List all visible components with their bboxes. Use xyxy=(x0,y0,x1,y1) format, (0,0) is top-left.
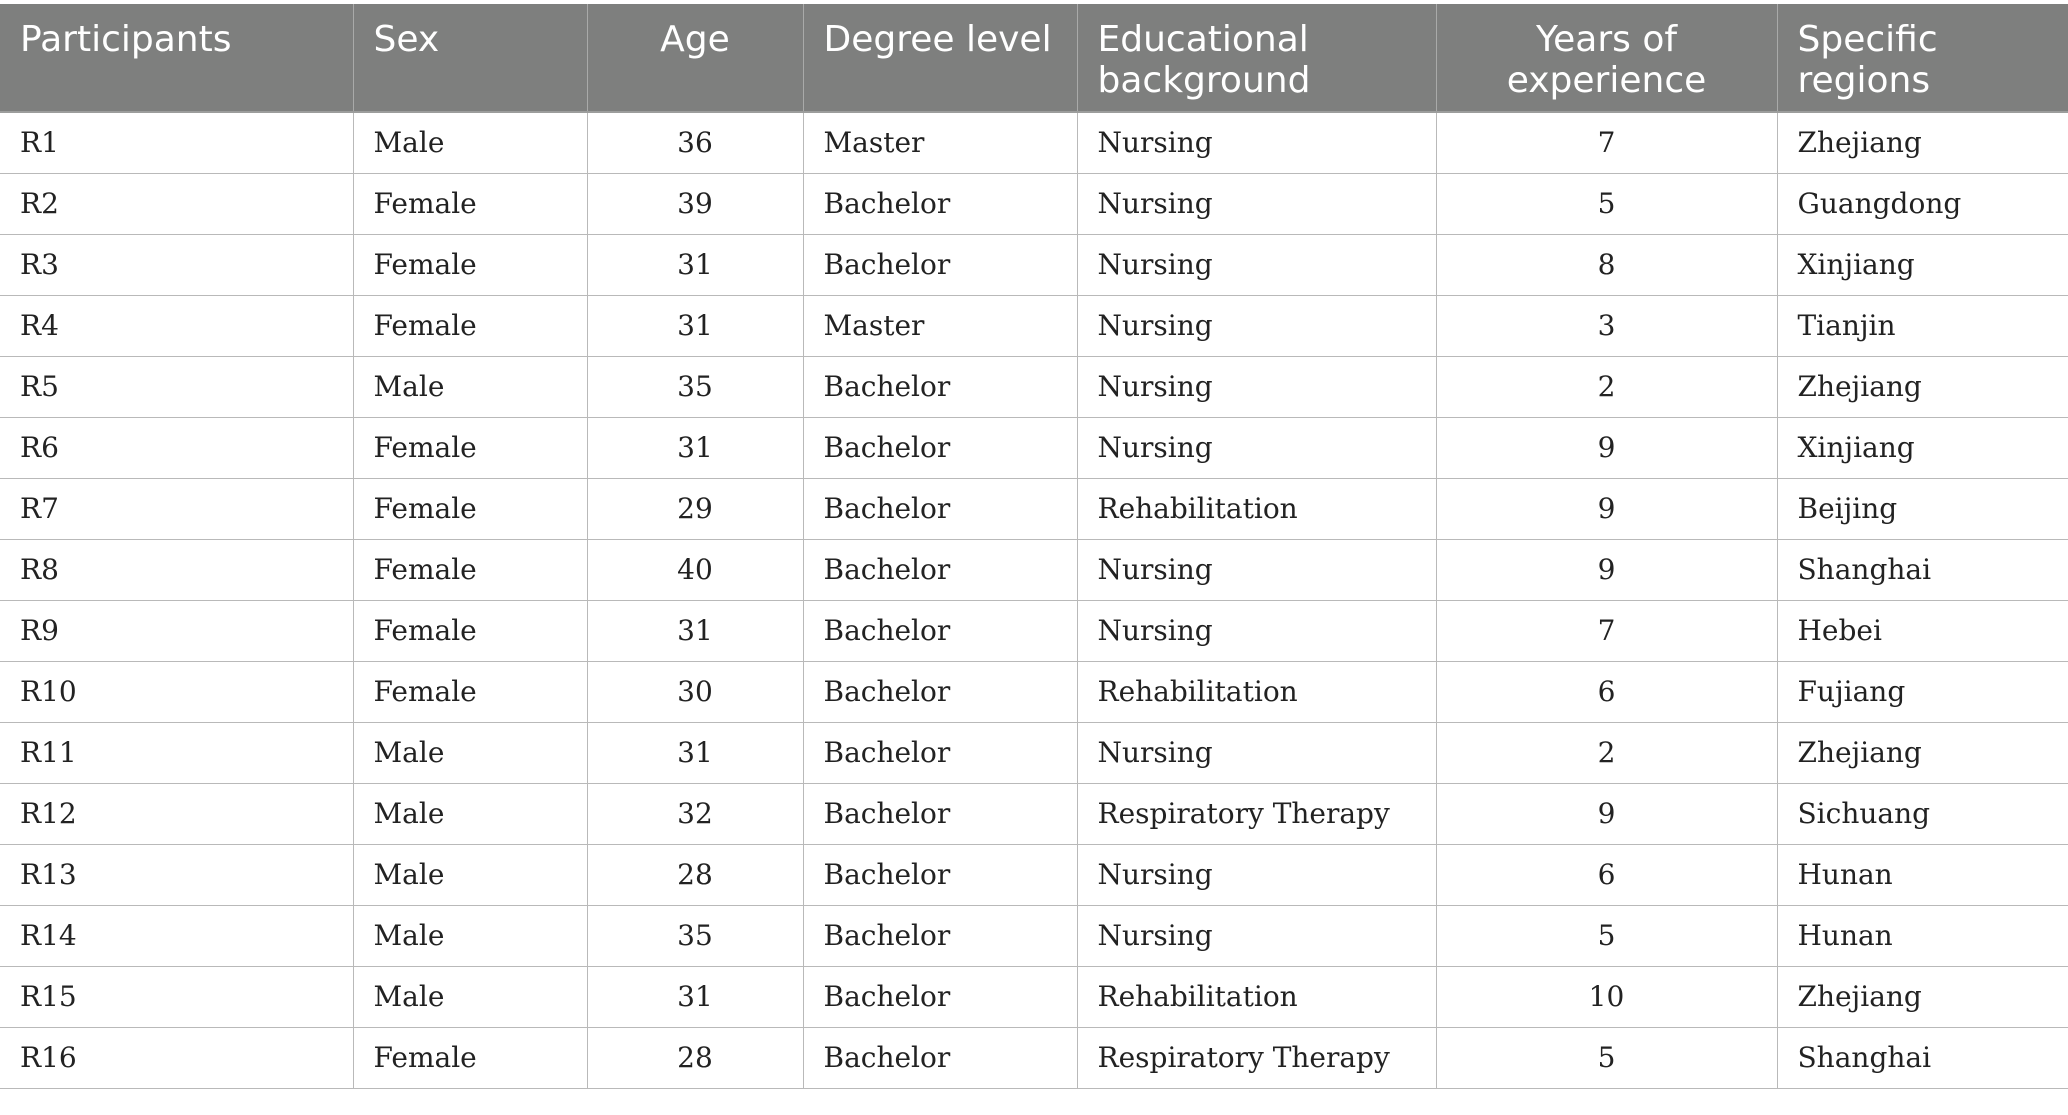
table-cell: Female xyxy=(353,478,587,539)
table-cell: Male xyxy=(353,112,587,173)
table-cell: Nursing xyxy=(1077,905,1436,966)
table-cell: 35 xyxy=(587,905,803,966)
table-cell: Female xyxy=(353,234,587,295)
table-cell: Nursing xyxy=(1077,417,1436,478)
table-cell: Nursing xyxy=(1077,539,1436,600)
table-cell: Sichuang xyxy=(1777,783,2068,844)
column-header-educational-background: Educational background xyxy=(1077,4,1436,112)
table-cell: Master xyxy=(803,112,1077,173)
table-cell: 32 xyxy=(587,783,803,844)
table-cell: Bachelor xyxy=(803,478,1077,539)
table-cell: Hebei xyxy=(1777,600,2068,661)
table-cell: Zhejiang xyxy=(1777,722,2068,783)
table-cell: Bachelor xyxy=(803,966,1077,1027)
table-row xyxy=(0,722,2068,783)
table-cell: 31 xyxy=(587,234,803,295)
table-cell: Rehabilitation xyxy=(1077,966,1436,1027)
table-cell: Tianjin xyxy=(1777,295,2068,356)
table-cell: R15 xyxy=(0,966,353,1027)
table-cell: 10 xyxy=(1436,966,1777,1027)
table-cell: Bachelor xyxy=(803,844,1077,905)
table-cell: 5 xyxy=(1436,173,1777,234)
table-cell: R6 xyxy=(0,417,353,478)
table-row xyxy=(0,661,2068,722)
table-cell: 30 xyxy=(587,661,803,722)
table-cell: Shanghai xyxy=(1777,1027,2068,1088)
table-cell: Fujiang xyxy=(1777,661,2068,722)
table-cell: Hunan xyxy=(1777,844,2068,905)
table-cell: 31 xyxy=(587,966,803,1027)
table-cell: Respiratory Therapy xyxy=(1077,1027,1436,1088)
table-header xyxy=(0,4,2068,112)
table-cell: 9 xyxy=(1436,539,1777,600)
table-cell: 29 xyxy=(587,478,803,539)
table-cell: Rehabilitation xyxy=(1077,478,1436,539)
table-cell: Female xyxy=(353,173,587,234)
column-header-age: Age xyxy=(587,4,803,112)
column-header-participants: Participants xyxy=(0,4,353,112)
table-cell: R16 xyxy=(0,1027,353,1088)
table-cell: 2 xyxy=(1436,722,1777,783)
table-cell: Bachelor xyxy=(803,356,1077,417)
table-cell: Bachelor xyxy=(803,417,1077,478)
table-cell: 40 xyxy=(587,539,803,600)
table-cell: Nursing xyxy=(1077,356,1436,417)
table-cell: Nursing xyxy=(1077,295,1436,356)
table-cell: 6 xyxy=(1436,844,1777,905)
table-cell: Respiratory Therapy xyxy=(1077,783,1436,844)
table-cell: Bachelor xyxy=(803,661,1077,722)
table-cell: Bachelor xyxy=(803,1027,1077,1088)
table-cell: Guangdong xyxy=(1777,173,2068,234)
table-cell: 5 xyxy=(1436,1027,1777,1088)
table-row xyxy=(0,966,2068,1027)
table-cell: Nursing xyxy=(1077,844,1436,905)
table-cell: Female xyxy=(353,1027,587,1088)
table-cell: Zhejiang xyxy=(1777,112,2068,173)
table-row xyxy=(0,417,2068,478)
table-cell: Bachelor xyxy=(803,905,1077,966)
table-cell: Xinjiang xyxy=(1777,234,2068,295)
participants-table xyxy=(0,4,2068,1089)
table-cell: R4 xyxy=(0,295,353,356)
column-header-specific-regions: Specific regions xyxy=(1777,4,2068,112)
table-cell: Male xyxy=(353,356,587,417)
table-cell: R10 xyxy=(0,661,353,722)
table-row xyxy=(0,173,2068,234)
table-cell: R7 xyxy=(0,478,353,539)
table-cell: R3 xyxy=(0,234,353,295)
table-cell: 7 xyxy=(1436,600,1777,661)
table-cell: Male xyxy=(353,844,587,905)
table-cell: Male xyxy=(353,966,587,1027)
table-cell: Nursing xyxy=(1077,112,1436,173)
table-row xyxy=(0,783,2068,844)
table-cell: Female xyxy=(353,539,587,600)
table-cell: 31 xyxy=(587,295,803,356)
table-cell: 9 xyxy=(1436,478,1777,539)
table-cell: Rehabilitation xyxy=(1077,661,1436,722)
table-cell: 28 xyxy=(587,1027,803,1088)
table-row xyxy=(0,844,2068,905)
table-cell: Hunan xyxy=(1777,905,2068,966)
table-row xyxy=(0,1027,2068,1088)
table-cell: Bachelor xyxy=(803,783,1077,844)
table-cell: 31 xyxy=(587,722,803,783)
table-cell: 31 xyxy=(587,417,803,478)
table-cell: Zhejiang xyxy=(1777,966,2068,1027)
table-cell: Male xyxy=(353,783,587,844)
table-cell: R11 xyxy=(0,722,353,783)
table-body xyxy=(0,112,2068,1088)
table-cell: 9 xyxy=(1436,783,1777,844)
table-row xyxy=(0,356,2068,417)
table-cell: Shanghai xyxy=(1777,539,2068,600)
table-cell: Female xyxy=(353,661,587,722)
table-cell: 6 xyxy=(1436,661,1777,722)
table-cell: Zhejiang xyxy=(1777,356,2068,417)
table-cell: Male xyxy=(353,722,587,783)
column-header-degree-level: Degree level xyxy=(803,4,1077,112)
table-cell: Nursing xyxy=(1077,722,1436,783)
table-cell: 9 xyxy=(1436,417,1777,478)
table-cell: 36 xyxy=(587,112,803,173)
table-cell: Beijing xyxy=(1777,478,2068,539)
table-cell: 8 xyxy=(1436,234,1777,295)
table-cell: R12 xyxy=(0,783,353,844)
column-header-sex: Sex xyxy=(353,4,587,112)
table-cell: 28 xyxy=(587,844,803,905)
table-row xyxy=(0,295,2068,356)
table-cell: R8 xyxy=(0,539,353,600)
table-cell: Bachelor xyxy=(803,173,1077,234)
participants-table-container xyxy=(0,4,2068,1089)
table-cell: 3 xyxy=(1436,295,1777,356)
table-cell: Master xyxy=(803,295,1077,356)
table-cell: Bachelor xyxy=(803,722,1077,783)
table-cell: 35 xyxy=(587,356,803,417)
table-cell: Bachelor xyxy=(803,539,1077,600)
table-cell: R5 xyxy=(0,356,353,417)
table-cell: R9 xyxy=(0,600,353,661)
table-cell: Female xyxy=(353,600,587,661)
table-cell: Female xyxy=(353,295,587,356)
table-row xyxy=(0,600,2068,661)
table-cell: R2 xyxy=(0,173,353,234)
table-cell: Nursing xyxy=(1077,600,1436,661)
table-cell: Nursing xyxy=(1077,234,1436,295)
table-cell: 39 xyxy=(587,173,803,234)
table-row xyxy=(0,905,2068,966)
table-cell: 2 xyxy=(1436,356,1777,417)
table-row xyxy=(0,539,2068,600)
header-row xyxy=(0,4,2068,112)
table-cell: Bachelor xyxy=(803,234,1077,295)
table-row xyxy=(0,234,2068,295)
table-cell: Bachelor xyxy=(803,600,1077,661)
table-cell: R13 xyxy=(0,844,353,905)
column-header-years-of-experience: Years of experience xyxy=(1436,4,1777,112)
table-cell: Female xyxy=(353,417,587,478)
table-row xyxy=(0,112,2068,173)
table-cell: 31 xyxy=(587,600,803,661)
table-cell: Nursing xyxy=(1077,173,1436,234)
table-cell: Male xyxy=(353,905,587,966)
table-cell: R1 xyxy=(0,112,353,173)
table-cell: 7 xyxy=(1436,112,1777,173)
table-cell: Xinjiang xyxy=(1777,417,2068,478)
table-cell: 5 xyxy=(1436,905,1777,966)
table-row xyxy=(0,478,2068,539)
table-cell: R14 xyxy=(0,905,353,966)
